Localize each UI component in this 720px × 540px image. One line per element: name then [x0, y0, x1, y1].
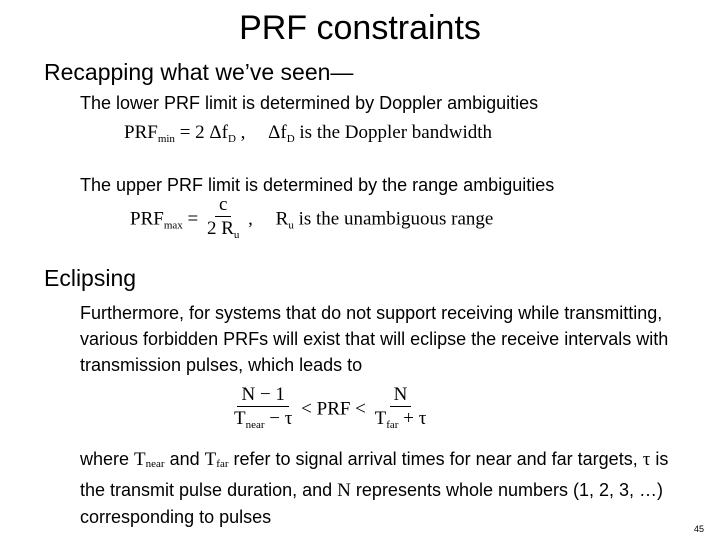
eq1-sep: ,	[240, 122, 246, 143]
eq2-r: R	[275, 208, 289, 230]
eq1-desc: is the Doppler bandwidth	[299, 122, 493, 143]
eq2-fraction	[203, 194, 243, 246]
eq3-left-denominator: $T_{near} - \tau$	[234, 408, 293, 431]
equation-prf-max	[130, 194, 493, 246]
eq1-lhs-sub: min	[157, 133, 175, 145]
where-word: where	[80, 449, 130, 469]
eq3-left-numerator: N − 1	[237, 384, 288, 407]
eq3-middle: < PRF <	[301, 398, 366, 420]
eq2-numerator: c	[215, 194, 231, 217]
eq2-r-sub: u	[288, 219, 294, 232]
t-near-symbol: $T_{near}$	[134, 449, 165, 470]
eq2-eq: =	[187, 208, 199, 230]
eq2-lhs-sub: max	[163, 219, 183, 232]
eq2-denominator: 2 $R_u$	[206, 218, 240, 241]
where-text-2: is the transmit pulse duration, and	[80, 449, 669, 500]
n-symbol: N	[337, 480, 351, 501]
eq1-rhs-sub: D	[227, 133, 236, 145]
eq3-left-fraction	[230, 384, 296, 436]
eq2-lhs: PRF	[130, 208, 164, 230]
eq1-rhs: = 2 Δf	[179, 122, 228, 143]
recap-heading: Recapping what we’ve seen—	[44, 59, 354, 85]
eq2-sep: ,	[248, 208, 253, 230]
where-text-3: represents whole numbers (1, 2, 3, …) corresponding to pulses	[80, 480, 664, 527]
eq1-lhs: PRF	[124, 122, 158, 143]
tau-symbol: τ	[642, 449, 651, 470]
page-number: 45	[693, 524, 704, 534]
equation-prf-min	[124, 122, 492, 150]
t-far-symbol: $T_{far}$	[204, 449, 229, 470]
where-paragraph	[80, 446, 670, 530]
eq2-desc: is the unambiguous range	[298, 208, 494, 230]
eq3-right-fraction	[371, 384, 431, 436]
where-and: and	[169, 449, 200, 469]
eclipsing-text: Furthermore, for systems that do not support receiving while transmitting, various forbidden PRFs will exist that will eclipse the receive intervals with transmission pulses, which leads to	[80, 303, 669, 375]
eq1-delta-sub: D	[286, 133, 295, 145]
eq1-delta: Δf	[268, 122, 287, 143]
where-text-1: refer to signal arrival times for near and far targets,	[233, 449, 638, 469]
slide-title: PRF constraints	[239, 9, 481, 47]
equation-forbidden-prf	[230, 384, 430, 436]
eclipsing-heading: Eclipsing	[44, 265, 137, 291]
eq3-right-numerator: N	[390, 384, 412, 407]
upper-limit-text: The upper PRF limit is determined by the range ambiguities	[80, 175, 555, 195]
lower-limit-text: The lower PRF limit is determined by Doppler ambiguities	[80, 93, 539, 113]
eq3-right-denominator: $T_{far} + \tau$	[374, 408, 427, 431]
